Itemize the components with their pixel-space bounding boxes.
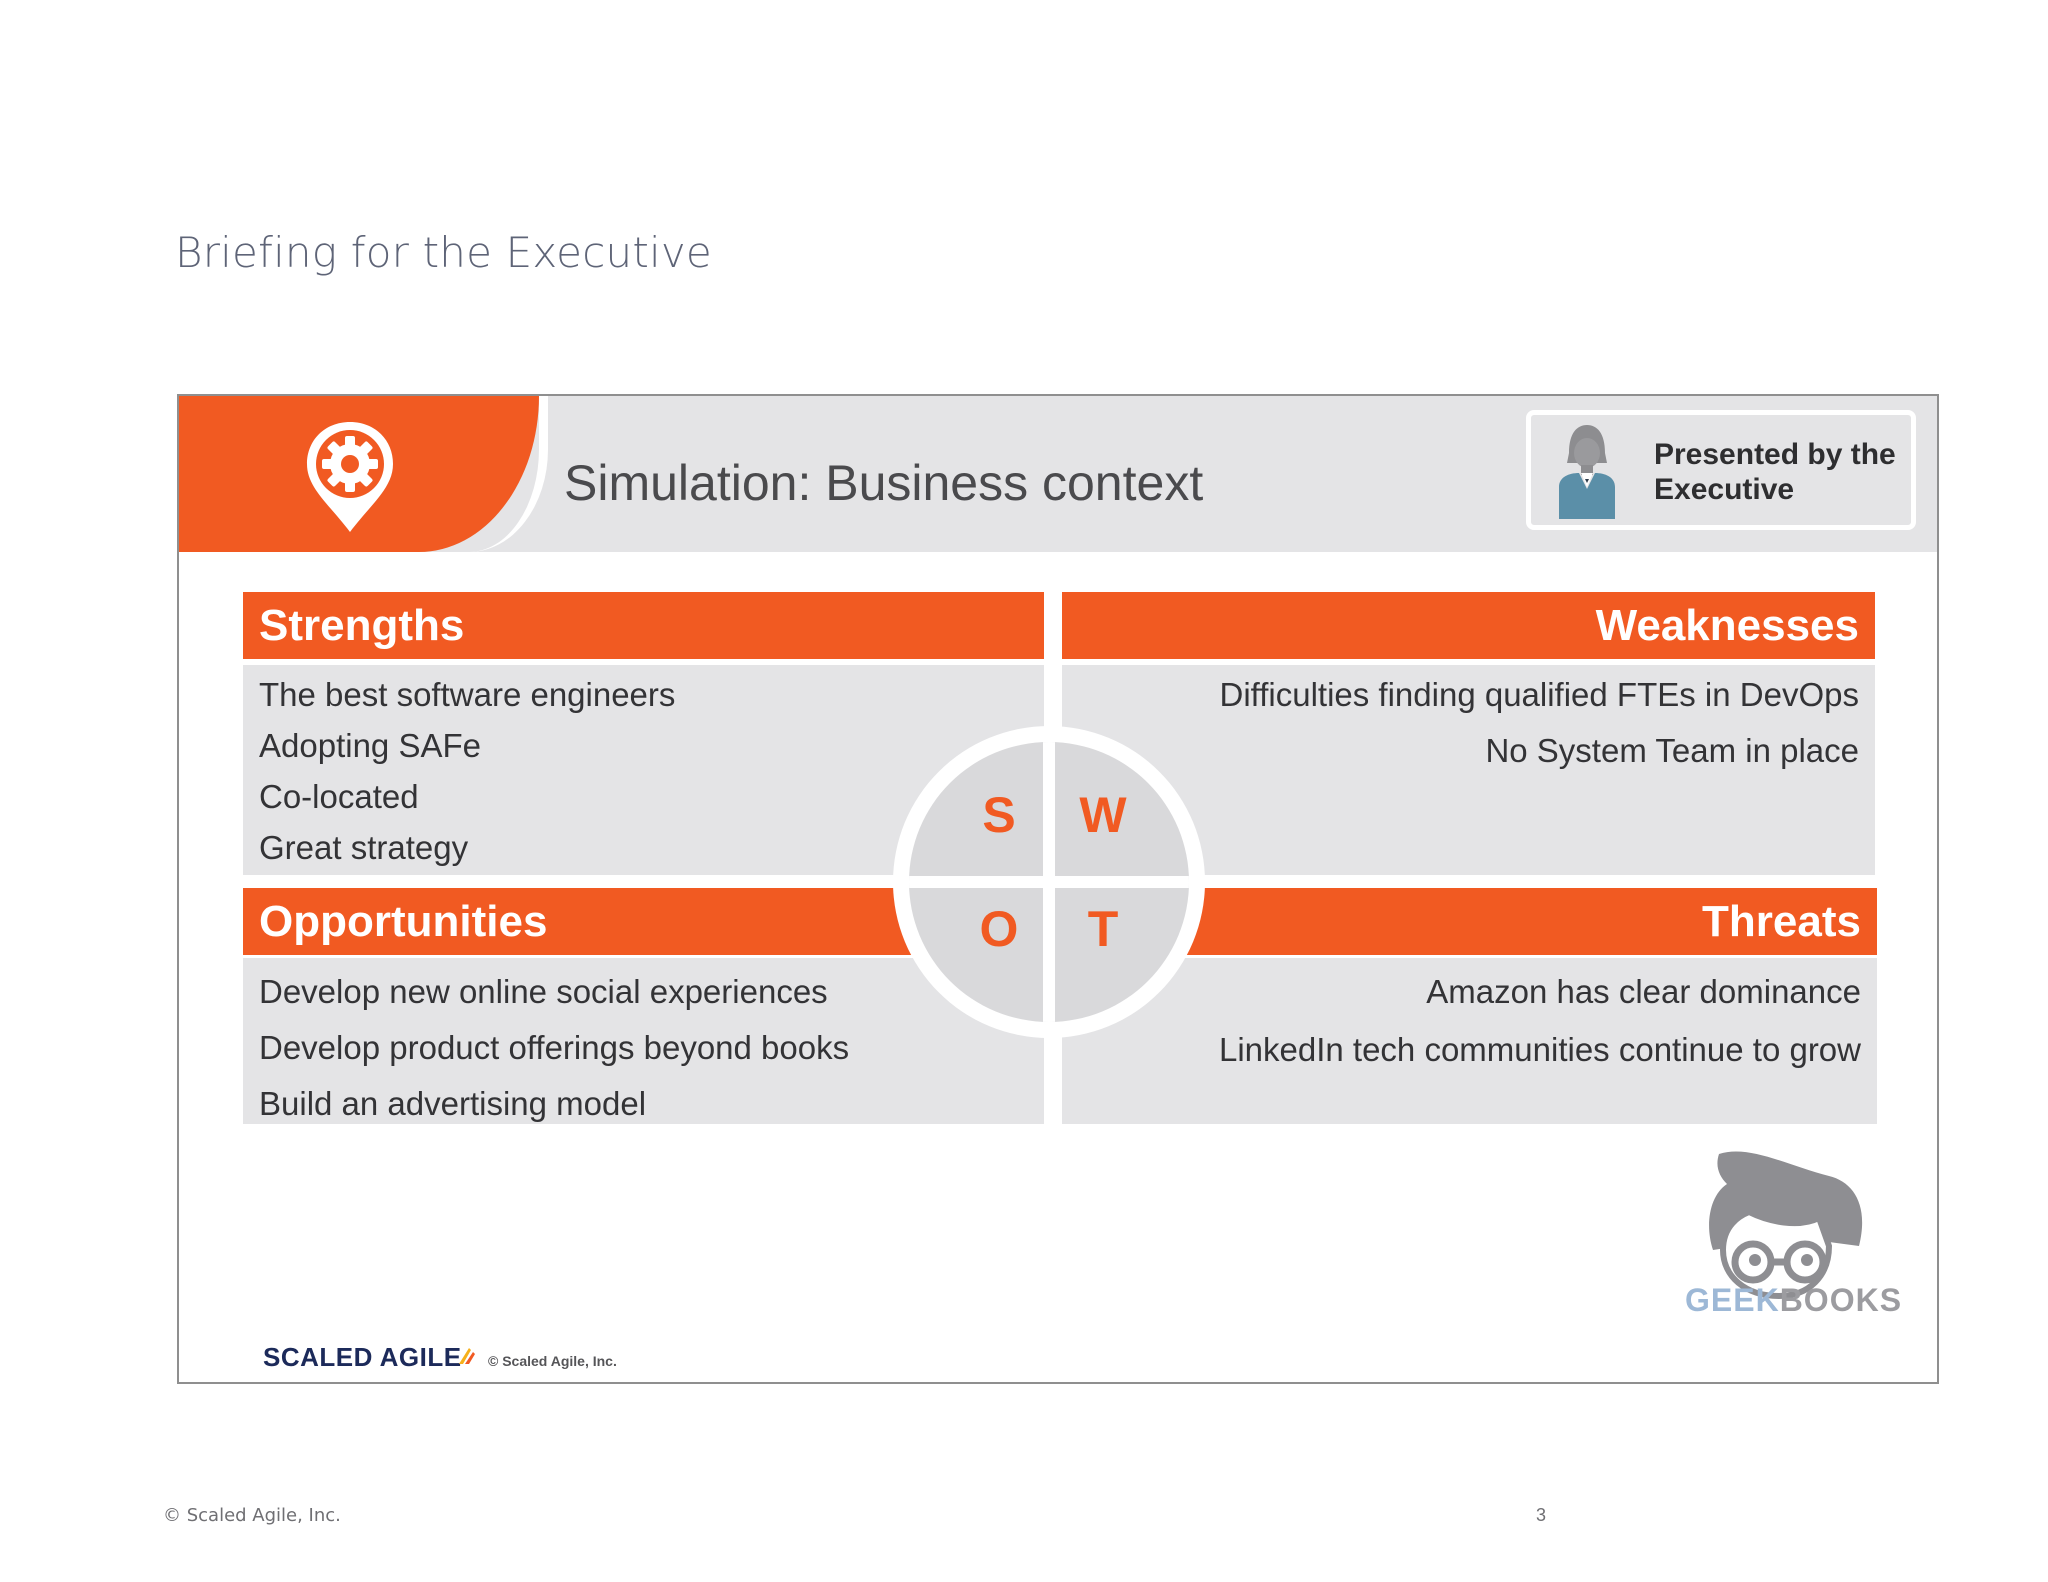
list-item: The best software engineers [259, 676, 676, 713]
swot-letter-w: W [1079, 787, 1127, 843]
list-item: Adopting SAFe [259, 727, 481, 764]
scaled-agile-mark-icon [457, 1344, 477, 1366]
slide-image [177, 394, 1939, 1384]
footer-copyright: © Scaled Agile, Inc. [163, 1505, 341, 1526]
list-item: Develop new online social experiences [259, 973, 828, 1010]
geekbooks-logo-text: GEEKBOOKS [1685, 1282, 1903, 1318]
slide-header [179, 396, 1937, 552]
swot-letter-s: S [982, 787, 1016, 843]
list-item: Build an advertising model [259, 1085, 647, 1122]
list-item: Difficulties finding qualified FTEs in DevOps [1219, 676, 1859, 713]
threats-list [1062, 958, 1877, 1124]
weaknesses-header: Weaknesses [1062, 592, 1875, 659]
swot-letter-t: T [1087, 901, 1119, 957]
threats-header: Threats [1062, 888, 1877, 955]
swot-circle [893, 726, 1205, 1038]
presenter-badge [1526, 410, 1916, 530]
scaled-agile-logo: SCALED AGILE [263, 1342, 462, 1372]
list-item: LinkedIn tech communities continue to grow [1218, 1031, 1861, 1068]
page-heading: Briefing for the Executive [175, 228, 712, 277]
opportunities-header: Opportunities [243, 888, 1044, 955]
swot-letter-o: O [979, 901, 1019, 957]
list-item: Co-located [259, 778, 419, 815]
list-item: Amazon has clear dominance [1426, 973, 1861, 1010]
gear-pin-icon [301, 418, 399, 536]
slide-title: Simulation: Business context [564, 455, 1204, 511]
page-number: 3 [1536, 1505, 1547, 1525]
slide-copyright: © Scaled Agile, Inc. [488, 1353, 617, 1369]
executive-person-icon [1555, 423, 1619, 519]
list-item: Develop product offerings beyond books [259, 1029, 850, 1066]
list-item: Great strategy [259, 829, 469, 866]
presenter-label: Presented by the Executive [1654, 438, 1896, 506]
opportunities-list [243, 958, 1044, 1124]
strengths-header: Strengths [243, 592, 1044, 659]
list-item: No System Team in place [1485, 732, 1859, 769]
